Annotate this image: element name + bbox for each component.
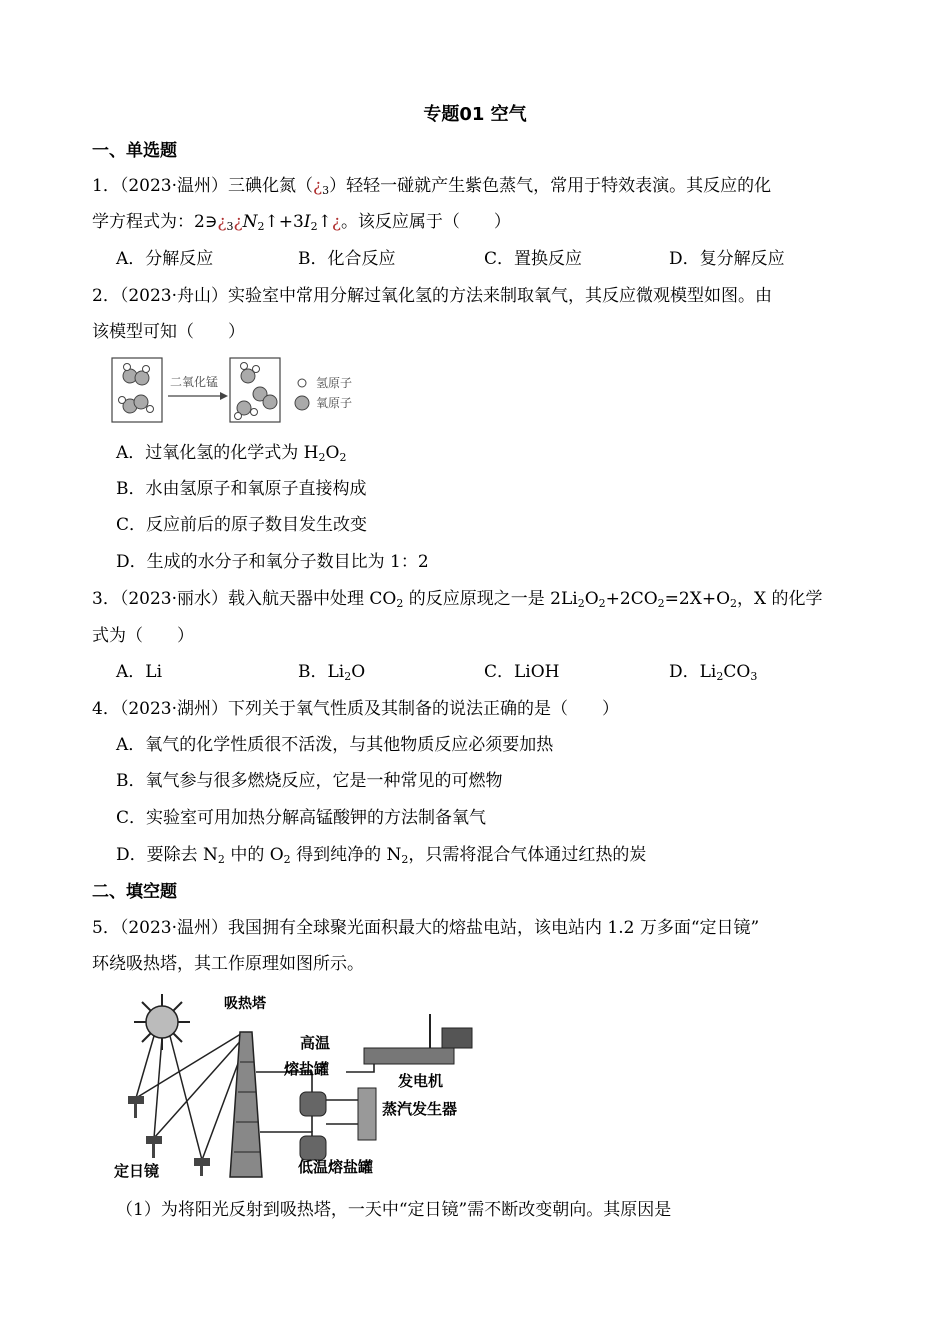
- legend-hydrogen: 氢原子: [316, 376, 353, 390]
- section-heading-fill-in: 二、填空题: [92, 882, 177, 902]
- molecule-model-figure: [110, 356, 370, 426]
- question-2-line-1: 2．（2023·舟山）实验室中常用分解过氧化氢的方法来制取氧气，其反应微观模型如图。由: [92, 286, 772, 306]
- question-3-line-2: 式为（ ）: [92, 626, 194, 646]
- tower-icon: [230, 1032, 262, 1177]
- question-1-line-2: 学方程式为：$2∋¿_3¿N_2↑+3I_2↑¿$。该反应属于（ ）: [92, 212, 511, 233]
- sun-icon: [146, 1006, 178, 1038]
- label-mirror: 定日镜: [114, 1162, 160, 1180]
- question-5-line-2: 环绕吸热塔，其工作原理如图所示。: [92, 954, 364, 974]
- hot-tank-icon: [300, 1092, 326, 1116]
- catalyst-label: 二氧化锰: [170, 375, 219, 389]
- q4-option-a: A．氧气的化学性质很不活泼，与其他物质反应必须要加热: [116, 735, 554, 755]
- solar-power-figure: [112, 992, 492, 1182]
- q1-option-a: A．分解反应: [116, 249, 214, 269]
- section-heading-single-choice: 一、单选题: [92, 141, 177, 161]
- label-tower: 吸热塔: [224, 996, 266, 1012]
- legend-oxygen: 氧原子: [316, 396, 353, 410]
- q3-option-d: D．$Li_2CO_3$: [669, 662, 758, 683]
- question-5-sub-1: （1）为将阳光反射到吸热塔，一天中“定日镜”需不断改变朝向。其原因是: [116, 1200, 672, 1220]
- q2-option-d: D．生成的水分子和氧分子数目比为 1：2: [116, 552, 429, 572]
- question-1-line-1: 1．（2023·温州）三碘化氮$(¿_3)$轻轻一碰就产生紫色蒸气，常用于特效表演。其反应的化: [92, 176, 772, 197]
- q4-option-c: C．实验室可用加热分解高锰酸钾的方法制备氧气: [116, 808, 487, 828]
- q3-option-a: A．Li: [116, 662, 163, 682]
- label-hot-tank-2: 熔盐罐: [284, 1060, 330, 1078]
- label-hot-tank-1: 高温: [300, 1034, 331, 1052]
- steam-generator-icon: [358, 1088, 376, 1140]
- q1-option-d: D．复分解反应: [669, 249, 785, 269]
- generator-icon: [364, 1048, 454, 1064]
- label-generator: 发电机: [398, 1072, 444, 1090]
- question-2-line-2: 该模型可知（ ）: [92, 322, 245, 342]
- q2-option-b: B．水由氢原子和氧原子直接构成: [116, 479, 367, 499]
- q3-option-c: C．LiOH: [484, 662, 560, 682]
- label-steam: 蒸汽发生器: [382, 1100, 458, 1118]
- q1-option-b: B．化合反应: [298, 249, 396, 269]
- q2-option-c: C．反应前后的原子数目发生改变: [116, 515, 368, 535]
- q1-option-c: C．置换反应: [484, 249, 583, 269]
- question-5-line-1: 5．（2023·温州）我国拥有全球聚光面积最大的熔盐电站，该电站内 1.2 万多面“定日镜”: [92, 918, 760, 938]
- question-4-line-1: 4．（2023·湖州）下列关于氧气性质及其制备的说法正确的是（ ）: [92, 699, 619, 719]
- cold-tank-icon: [300, 1136, 326, 1160]
- q4-option-d: D．要除去 $N_2$ 中的 $O_2$ 得到纯净的 $N_2$，只需将混合气体通过红热的炭: [116, 845, 647, 866]
- page-title: 专题01 空气: [423, 104, 527, 125]
- label-cold-tank: 低温熔盐罐: [298, 1158, 374, 1176]
- question-3-line-1: 3．（2023·丽水）载入航天器中处理 $CO_2$ 的反应原现之一是 $2Li_2O_2+2CO_2=2X+O_2$，X 的化学: [92, 589, 823, 610]
- q2-option-a: A．过氧化氢的化学式为 $H_2O_2$: [116, 443, 347, 464]
- q3-option-b: B．$Li_2O$: [298, 662, 366, 683]
- q4-option-b: B．氧气参与很多燃烧反应，它是一种常见的可燃物: [116, 771, 503, 791]
